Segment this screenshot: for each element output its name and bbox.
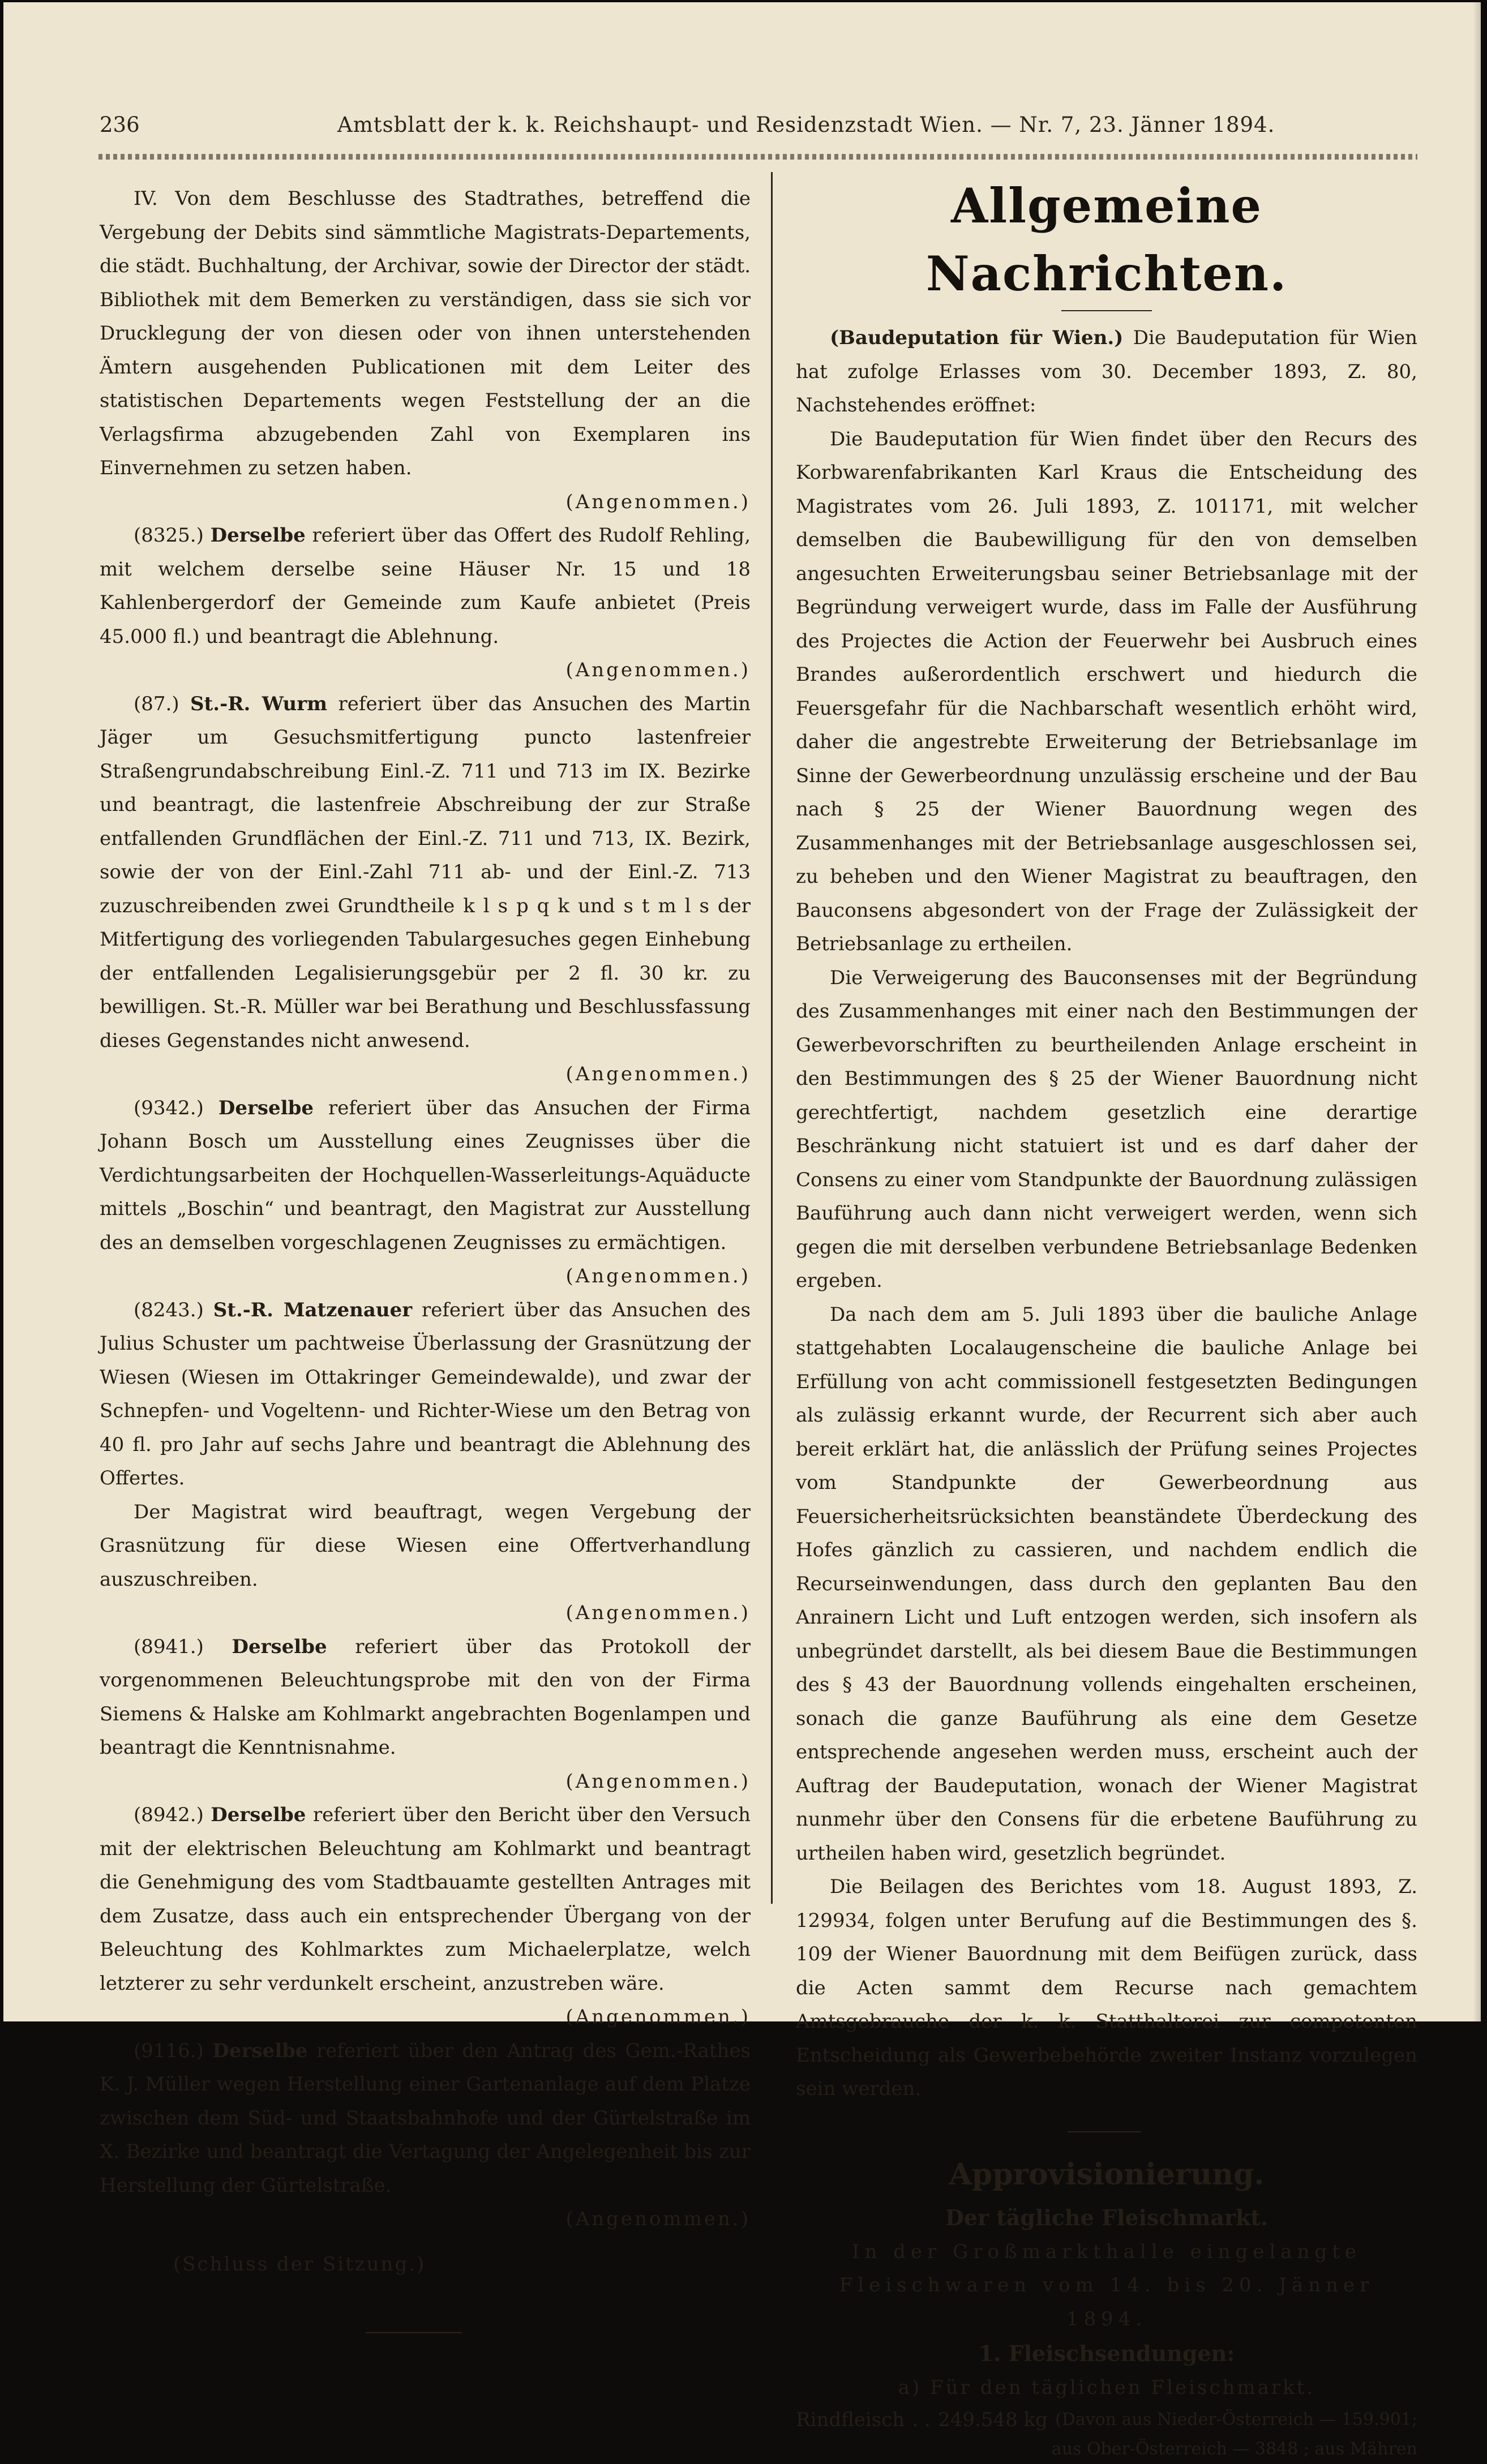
list-subheading: a) Für den täglichen Fleischmarkt. — [898, 2376, 1315, 2399]
row-dots: . . — [912, 2408, 931, 2431]
row-note: aus Ober-Österreich — 3848 ; aus Mähren — [1051, 2439, 1417, 2459]
end-rule — [366, 2332, 462, 2333]
paragraph: (87.) St.-R. Wurm referiert über das Ansuchen des Martin Jäger um Gesuchsmitfertigung puncto lastenfreier Straßengrundabschreibung Einl.-Z. 711 und 713 im IX. Bezirke und beantragt, die lastenfreie Abschreibung der zur Straße entfallenden Grundflächen der Einl.-Z. 711 und 713, IX. Bezirk, sowie der von der Einl.-Zahl 711 ab- und der Einl.-Z. 713 zuzuschreibenden zwei Grundtheile k l s p q k und s t m l s der Mitfertigung des vorliegenden Tabulargesuches gegen Einhebung der entfallenden Legalisierungsgebür per 2 fl. 30 kr. zu bewilligen. St.-R. Müller war bei Berathung und Beschlussfassung dieses Gegenstandes nicht anwesend. (Angenommen.) — [100, 692, 751, 1085]
subsection-subtitle: Der tägliche Fleischmarkt. — [945, 2204, 1269, 2230]
row-value: 249.548 kg — [938, 2408, 1048, 2431]
page-number: 236 — [100, 113, 140, 137]
paragraph: (8942.) Derselbe referiert über den Bericht über den Versuch mit der elektrischen Beleuchtung am Kohlmarkt und beantragt die Genehmigung des vom Stadtbauamte gestellten Antrages mit dem Zusatze, dass auch ein entsprechender Übergang von der Beleuchtung des Kohlmarktes zum Michaelerplatze, welch letzterer zu sehr verdunkelt erscheint, anzustreben wäre. (Angenommen.) — [100, 1804, 751, 2028]
section-title: Allgemeine Nachrichten. — [925, 178, 1288, 302]
section-rule — [1068, 2131, 1141, 2132]
right-column — [796, 172, 1417, 2464]
paragraph: Die Verweigerung des Bauconsenses mit der Begründung des Zusammenhanges mit einer nach den Bestimmungen der Gewerbevorschriften zu beurtheilenden Anlage erscheint in den Bestimmungen des § 25 der Wiener Bauordnung nicht gerechtfertigt, nachdem gesetzlich eine derartige Beschränkung nicht statuiert ist und es darf daher der Consens zu einer vom Standpunkte der Bauordnung zulässigen Bauführung auch dann nicht verweigert werden, wenn sich gegen die mit derselben verbundene Betriebsanlage Bedenken ergeben. — [796, 966, 1417, 1292]
table-row — [796, 2435, 1417, 2464]
table-row — [796, 2405, 1417, 2435]
paragraph: Die Beilagen des Berichtes vom 18. August 1893, Z. 129934, folgen unter Berufung auf die Bestimmungen des §. 109 der Wiener Bauordnung mit dem Beifügen zurück, dass die Acten sammt dem Recurse nach gemachtem Amtsgebrauche der k. k. Statthalterei zur competenten Entscheidung als Gewerbebehörde zweiter Instanz vorzulegen sein werden. — [796, 1875, 1417, 2100]
list-heading: 1. Fleischsendungen: — [978, 2341, 1235, 2366]
entry-table — [796, 2405, 1417, 2464]
running-head — [100, 113, 1317, 147]
paragraph: Der Magistrat wird beauftragt, wegen Vergebung der Grasnützung für diese Wiesen eine Offertverhandlung auszuschreiben. (Angenommen.) — [100, 1500, 751, 1624]
paragraph: (9116.) Derselbe referiert über den Antrag des Gem.-Rathes K. J. Müller wegen Herstellung einer Gartenanlage auf dem Platze zwischen dem Süd- und Staatsbahnhofe und der Gürtelstraße im X. Bezirke und beantragt die Vertagung der Angelegenheit bis zur Herstellung der Gürtelstraße. (Angenommen.) — [100, 2039, 751, 2230]
title-rule — [1061, 310, 1152, 311]
subsection-title: Approvisionierung. — [949, 2157, 1265, 2192]
paragraph: (8941.) Derselbe referiert über das Protokoll der vorgenommenen Beleuchtungsprobe mit den von der Firma Siemens & Halske am Kohlmarkt angebrachten Bogenlampen und beantragt die Kenntnisnahme. (Angenommen.) — [100, 1635, 751, 1793]
column-divider — [771, 172, 773, 1904]
row-label: Rindfleisch — [796, 2408, 905, 2431]
paragraph: IV. Von dem Beschlusse des Stadtrathes, betreffend die Vergebung der Debits sind sämmtliche Magistrats-Departements, die städt. Buchhaltung, der Archivar, sowie der Director der städt. Bibliothek mit dem Bemerken zu verständigen, dass sie sich vor Drucklegung der von diesen oder von ihnen unterstehenden Ämtern ausgehenden Publicationen mit dem Leiter des statistischen Departements wegen Feststellung der an die Verlagsfirma abzugebenden Zahl von Exemplaren ins Einvernehmen zu setzen haben. (Angenommen.) — [100, 187, 751, 513]
row-note: (Davon aus Nieder-Österreich — 159.901; — [1055, 2409, 1417, 2429]
paragraph: (8243.) St.-R. Matzenauer referiert über das Ansuchen des Julius Schuster um pachtweise Überlassung der Grasnützung der Wiesen (Wiesen im Ottakringer Gemeindewalde), und zwar der Schnepfen- und Vogeltenn- und Richter-Wiese um den Betrag von 40 fl. pro Jahr auf sechs Jahre und beantragt die Ablehnung des Offertes. — [100, 1298, 751, 1489]
page-edge — [1473, 2, 1481, 2021]
paragraph: (9342.) Derselbe referiert über das Ansuchen der Firma Johann Bosch um Ausstellung eines Zeugnisses über die Verdichtungsarbeiten der Hochquellen-Wasserleitungs-Aquäducte mittels „Boschin“ und beantragt, den Magistrat zur Ausstellung des an demselben vorgeschlagenen Zeugnisses zu ermächtigen. (Angenommen.) — [100, 1096, 751, 1287]
closing-note: (Schluss der Sitzung.) — [173, 2252, 426, 2276]
paragraph: (8325.) Derselbe referiert über das Offert des Rudolf Rehling, mit welchem derselbe seine Häuser Nr. 15 und 18 Kahlenbergerdorf der Gemeinde zum Kaufe anbietet (Preis 45.000 fl.) und beantragt die Ablehnung. (Angenommen.) — [100, 524, 751, 681]
newspaper-page — [3, 2, 1481, 2459]
intro-text: In der Großmarkthalle eingelangte Fleischwaren vom 14. bis 20. Jänner 1894. — [839, 2240, 1374, 2330]
header-rule — [98, 154, 1417, 160]
publication-title: Amtsblatt der k. k. Reichshaupt- und Residenzstadt Wien. — Nr. 7, 23. Jänner 1894. — [337, 113, 1275, 137]
paragraph: Da nach dem am 5. Juli 1893 über die bauliche Anlage stattgehabten Localaugenscheine die bauliche Anlage bei Erfüllung von acht commissionell festgesetzten Bedingungen als zulässig erkannt wurde, der Recurrent sich aber auch bereit erklärt hat, die anlässlich der Prüfung seines Projectes vom Standpunkte der Gewerbeordnung aus Feuersicherheitsrücksichten beanständete Überdeckung des Hofes gänzlich zu cassieren, und nachdem endlich die Recurseinwendungen, dass durch den geplanten Bau den Anrainern Licht und Luft entzogen werden, sich insofern als unbegründet darstellt, als bei diesem Baue die Bestimmungen des § 43 der Bauordnung vollends eingehalten erscheinen, sonach die ganze Bauführung als eine dem Gesetze entsprechende angesehen werden muss, erscheint auch der Auftrag der Baudeputation, wonach der Wiener Magistrat nunmehr über den Consens für die erbetene Bauführung zu urtheilen haben wird, gesetzlich begründet. — [796, 1303, 1417, 1865]
left-column — [100, 182, 751, 2333]
paragraph: Die Baudeputation für Wien findet über den Recurs des Korbwarenfabrikanten Karl Kraus die Entscheidung des Magistrates vom 26. Juli 1893, Z. 101171, mit welcher demselben die Baubewilligung für den von demselben angesuchten Erweiterungsbau seiner Betriebsanlage mit der Begründung verweigert wurde, dass im Falle der Ausführung des Projectes die Action der Feuerwehr bei Ausbruch eines Brandes außerordentlich erschwert und hiedurch die Feuersgefahr für die Nachbarschaft wesentlich erhöht wird, daher die angestrebte Erweiterung der Betriebsanlage im Sinne der Gewerbeordnung unzulässig erscheine und der Bau nach § 25 der Wiener Bauordnung wegen des Zusammenhanges mit der Betriebsanlage ausgeschlossen sei, zu beheben und den Wiener Magistrat zu beauftragen, den Bauconsens abgesondert von der Frage der Zulässigkeit der Betriebsanlage zu ertheilen. — [796, 427, 1417, 955]
paragraph: (Baudeputation für Wien.) Die Baudeputation für Wien hat zufolge Erlasses vom 30. December 1893, Z. 80, Nachstehendes eröffnet: — [796, 327, 1417, 417]
